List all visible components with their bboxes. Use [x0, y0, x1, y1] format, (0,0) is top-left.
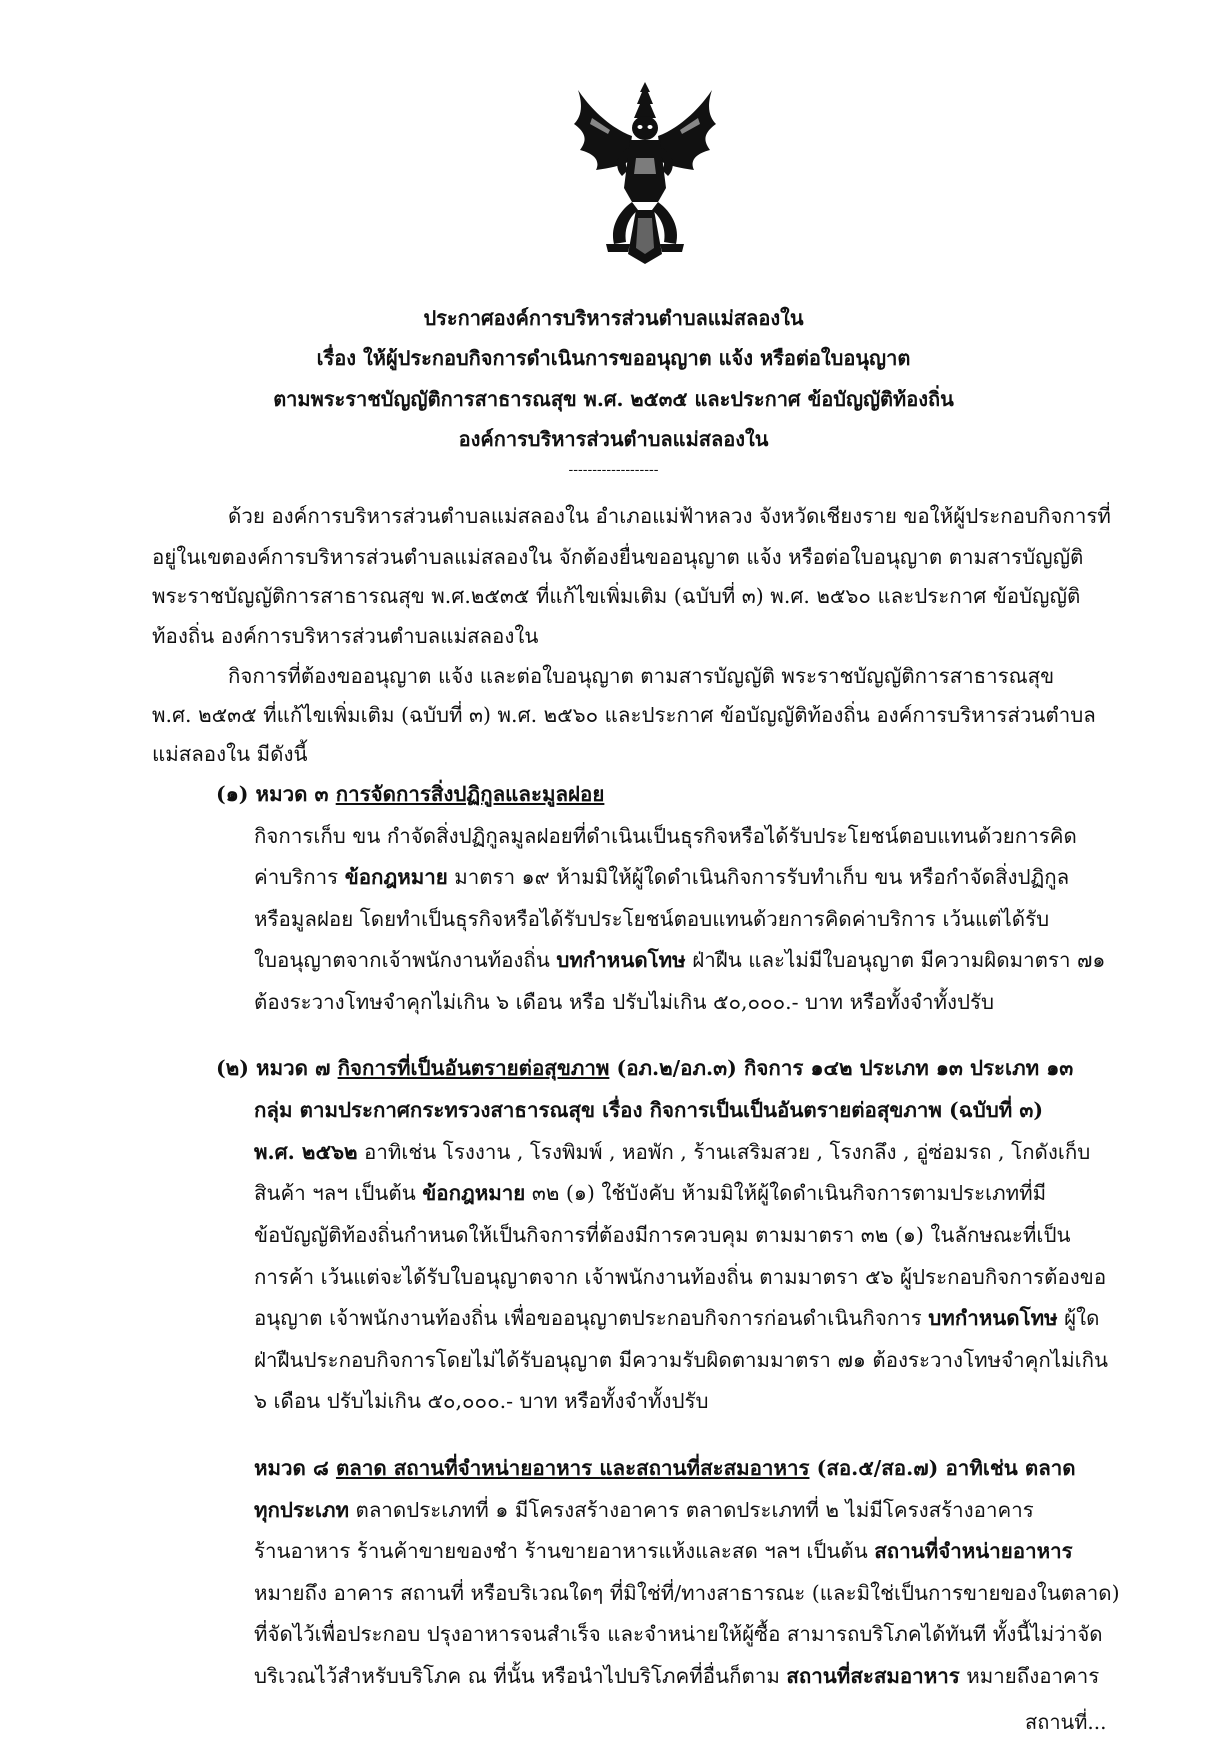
title-line-4: องค์การบริหารส่วนตำบลแม่สลองใน	[458, 427, 769, 451]
section-3-line: ทุกประเภท ตลาดประเภทที่ ๑ มีโครงสร้างอาคาร ตลาดประเภทที่ ๒ ไม่มีโครงสร้างอาคาร	[254, 1498, 1034, 1522]
section-1-title: การจัดการสิ่งปฏิกูลและมูลฝอย	[335, 782, 605, 806]
section-2-line: การค้า เว้นแต่จะได้รับใบอนุญาตจาก เจ้าพนักงานท้องถิ่น ตามมาตรา ๕๖ ผู้ประกอบกิจการต้องขอ	[254, 1265, 1107, 1289]
section-1-line: ใบอนุญาตจากเจ้าพนักงานท้องถิ่น บทกำหนดโทษ ฝ่าฝืน และไม่มีใบอนุญาต มีความผิดมาตรา ๗๑	[254, 948, 1106, 972]
intro-line: กิจการที่ต้องขออนุญาต แจ้ง และต่อใบอนุญาต ตามสารบัญญัติ พระราชบัญญัติการสาธารณสุข	[228, 664, 1055, 688]
section-2-line: ฝ่าฝืนประกอบกิจการโดยไม่ได้รับอนุญาต มีความรับผิดตามมาตรา ๗๑ ต้องระวางโทษจำคุกไม่เกิน	[254, 1348, 1109, 1372]
section-1-line: ค่าบริการ ข้อกฎหมาย มาตรา ๑๙ ห้ามมิให้ผู้ใดดำเนินกิจการรับทำเก็บ ขน หรือกำจัดสิ่งปฏิกูล	[254, 865, 1070, 889]
section-3-category: หมวด ๘	[254, 1456, 336, 1480]
intro-line: พระราชบัญญัติการสาธารณสุข พ.ศ.๒๕๓๕ ที่แก้ไขเพิ่มเติม (ฉบับที่ ๓) พ.ศ. ๒๕๖๐ และประกาศ ข้อบัญญัติ	[152, 584, 1081, 608]
section-2-number: (๒)	[216, 1056, 249, 1080]
section-2-line: อนุญาต เจ้าพนักงานท้องถิ่น เพื่อขออนุญาตประกอบกิจการก่อนดำเนินกิจการ บทกำหนดโทษ ผู้ใด	[254, 1306, 1100, 1330]
intro-line: ท้องถิ่น องค์การบริหารส่วนตำบลแม่สลองใน	[152, 624, 539, 648]
section-3-line: หมายถึง อาคาร สถานที่ หรือบริเวณใดๆ ที่มิใช่ที่/ทางสาธารณะ (และมิใช่เป็นการขายของในตลาด)	[254, 1581, 1120, 1605]
section-1-number: (๑)	[216, 782, 249, 806]
intro-line: แม่สลองใน มีดังนี้	[152, 742, 308, 766]
section-1-line: ต้องระวางโทษจำคุกไม่เกิน ๖ เดือน หรือ ปรับไม่เกิน ๕๐,๐๐๐.- บาท หรือทั้งจำทั้งปรับ	[254, 990, 995, 1014]
section-3-heading: หมวด ๘ ตลาด สถานที่จำหน่ายอาหาร และสถานที่สะสมอาหาร (สอ.๕/สอ.๗) อาทิเช่น ตลาด	[254, 1456, 1076, 1480]
section-2-line: สินค้า ฯลฯ เป็นต้น ข้อกฎหมาย ๓๒ (๑) ใช้บังคับ ห้ามมิให้ผู้ใดดำเนินกิจการตามประเภทที่มี	[254, 1181, 1047, 1205]
title-line-2: เรื่อง ให้ผู้ประกอบกิจการดำเนินการขออนุญาต แจ้ง หรือต่อใบอนุญาต	[316, 346, 911, 370]
section-2-line: พ.ศ. ๒๕๖๒ อาทิเช่น โรงงาน , โรงพิมพ์ , หอพัก , ร้านเสริมสวย , โรงกลึง , อู่ซ่อมรถ , โกดังเก็บ	[254, 1140, 1091, 1164]
section-3-line: บริเวณไว้สำหรับบริโภค ณ ที่นั้น หรือนำไปบริโภคที่อื่นก็ตาม สถานที่สะสมอาหาร หมายถึงอาคาร	[254, 1664, 1100, 1688]
section-2-line: ๖ เดือน ปรับไม่เกิน ๕๐,๐๐๐.- บาท หรือทั้งจำทั้งปรับ	[254, 1389, 709, 1413]
section-2-title: กิจการที่เป็นอันตรายต่อสุขภาพ	[337, 1056, 610, 1080]
garuda-emblem-icon	[570, 78, 720, 268]
title-divider: -------------------	[568, 462, 659, 478]
section-1-line: กิจการเก็บ ขน กำจัดสิ่งปฏิกูลมูลฝอยที่ดำเนินเป็นธุรกิจหรือได้รับประโยชน์ตอบแทนด้วยการคิด	[254, 824, 1077, 848]
section-2-line: ข้อบัญญัติท้องถิ่นกำหนดให้เป็นกิจการที่ต้องมีการควบคุม ตามมาตรา ๓๒ (๑) ในลักษณะที่เป็น	[254, 1223, 1071, 1247]
section-2-category: หมวด ๗	[248, 1056, 338, 1080]
section-2-line: กลุ่ม ตามประกาศกระทรวงสาธารณสุข เรื่อง กิจการเป็นเป็นอันตรายต่อสุขภาพ (ฉบับที่ ๓)	[254, 1098, 1044, 1122]
section-1-category: หมวด ๓	[248, 782, 336, 806]
continued-marker: สถานที่...	[1025, 1710, 1107, 1734]
section-3-line: ร้านอาหาร ร้านค้าขายของชำ ร้านขายอาหารแห้งและสด ฯลฯ เป็นต้น สถานที่จำหน่ายอาหาร	[254, 1539, 1073, 1563]
intro-line: อยู่ในเขตองค์การบริหารส่วนตำบลแม่สลองใน จักต้องยื่นขออนุญาต แจ้ง หรือต่อใบอนุญาต ตามสารบัญญัติ	[152, 545, 1084, 569]
intro-line: พ.ศ. ๒๕๓๕ ที่แก้ไขเพิ่มเติม (ฉบับที่ ๓) พ.ศ. ๒๕๖๐ และประกาศ ข้อบัญญัติท้องถิ่น องค์การบริหารส่วนตำบล	[152, 703, 1096, 727]
section-1-line: หรือมูลฝอย โดยทำเป็นธุรกิจหรือได้รับประโยชน์ตอบแทนด้วยการคิดค่าบริการ เว้นแต่ได้รับ	[254, 907, 1050, 931]
section-3-line: ที่จัดไว้เพื่อประกอบ ปรุงอาหารจนสำเร็จ และจำหน่ายให้ผู้ซื้อ สามารถบริโภคได้ทันที ทั้งนี้ไม่ว่าจัด	[254, 1622, 1103, 1646]
title-line-3: ตามพระราชบัญญัติการสาธารณสุข พ.ศ. ๒๕๓๕ และประกาศ ข้อบัญญัติท้องถิ่น	[273, 387, 954, 411]
section-2-heading: (๒) หมวด ๗ กิจการที่เป็นอันตรายต่อสุขภาพ (อภ.๒/อภ.๓) กิจการ ๑๔๒ ประเภท ๑๓ ประเภท ๑๓	[216, 1056, 1074, 1080]
intro-line: ด้วย องค์การบริหารส่วนตำบลแม่สลองใน อำเภอแม่ฟ้าหลวง จังหวัดเชียงราย ขอให้ผู้ประกอบกิจการที่	[228, 504, 1111, 528]
section-3-title: ตลาด สถานที่จำหน่ายอาหาร และสถานที่สะสมอาหาร	[335, 1456, 810, 1480]
title-line-1: ประกาศองค์การบริหารส่วนตำบลแม่สลองใน	[423, 306, 804, 330]
section-1-heading	[216, 778, 604, 811]
